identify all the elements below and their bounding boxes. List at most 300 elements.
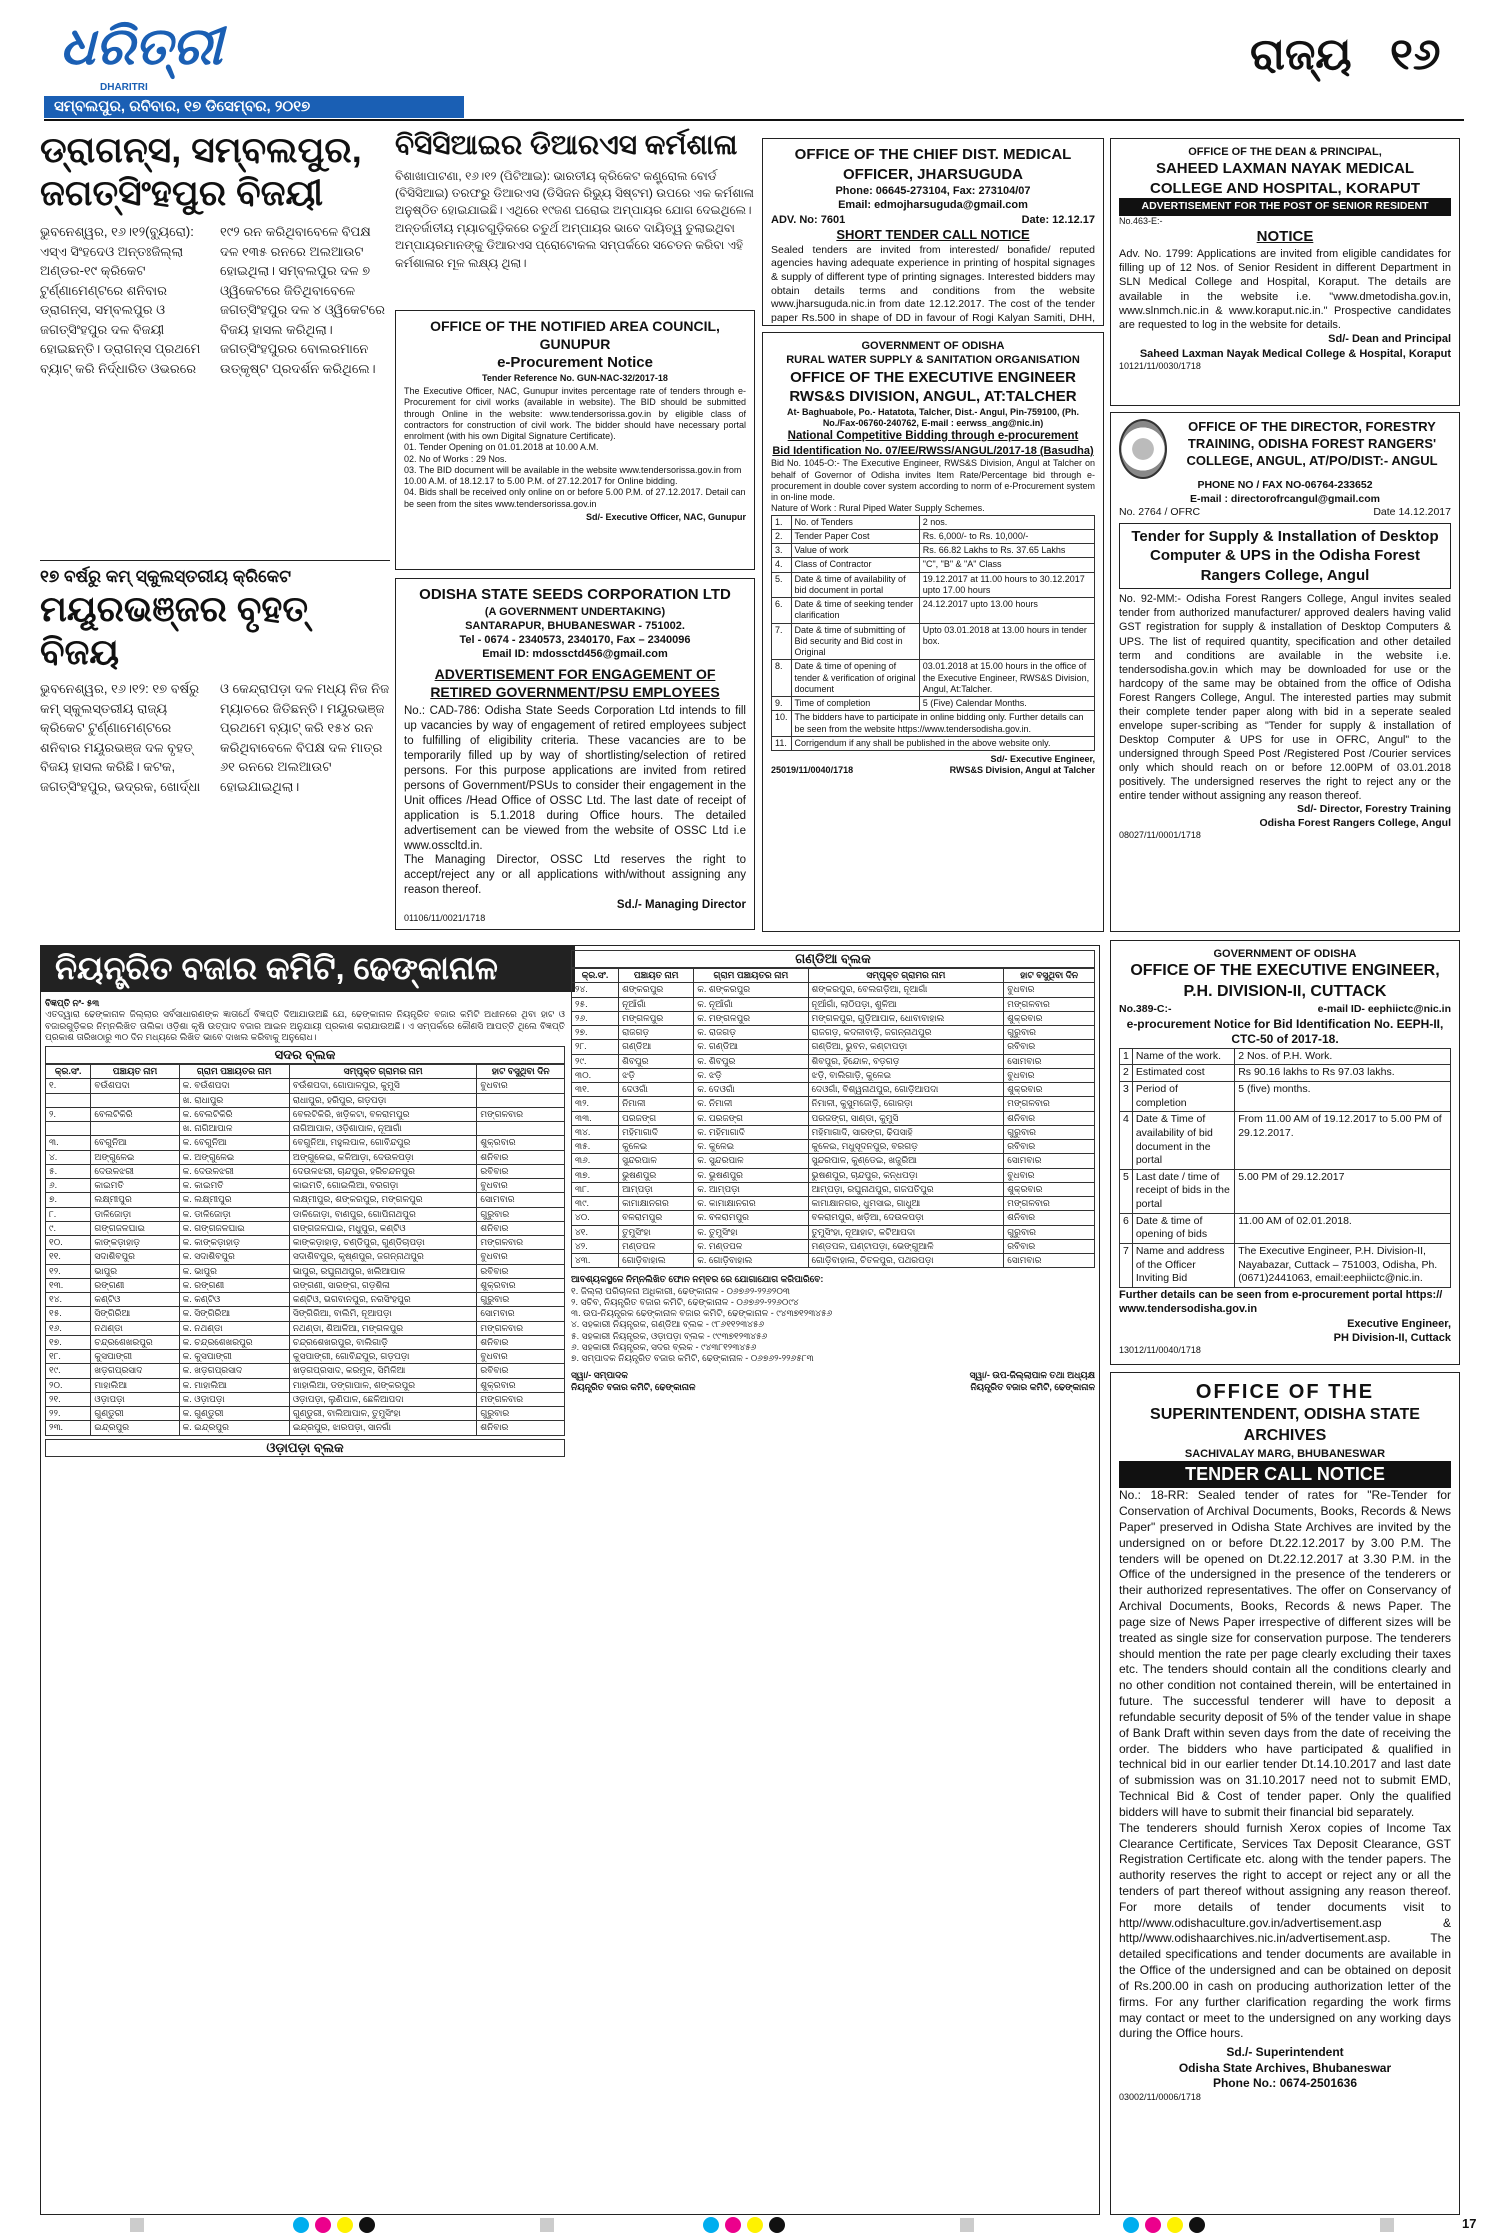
table-cell: ସୋମବାର bbox=[477, 1193, 565, 1207]
ad-slnmch-l2: SAHEED LAXMAN NAYAK MEDICAL COLLEGE AND HOSPITAL, KORAPUT bbox=[1150, 160, 1420, 197]
table-cell: କ. ମହିମାଗାଦି bbox=[694, 1125, 808, 1139]
table-cell: ମଙ୍ଗଳବାର bbox=[1004, 997, 1095, 1011]
table-row bbox=[572, 1211, 1095, 1225]
table-row bbox=[46, 1179, 565, 1193]
table-cell: କ. ବେଲଟିକିରି bbox=[179, 1107, 289, 1121]
table-row bbox=[772, 623, 1095, 660]
table-row bbox=[572, 1239, 1095, 1253]
table-cell-key: Date & time of submitting of Bid security and Bid cost in Original bbox=[791, 623, 919, 660]
ad-archives-sign1: Sd./- Superintendent bbox=[1226, 2045, 1344, 2060]
table-cell-key: No. of Tenders bbox=[791, 515, 919, 529]
table-cell: ଓଡ଼ାପଡ଼ା bbox=[91, 1392, 179, 1406]
table-cell-number: 2 bbox=[1120, 1065, 1133, 1082]
ad-archives-sign2: Odisha State Archives, Bhubaneswar bbox=[1178, 2060, 1392, 2075]
ad-rwss-bid: Bid Identification No. 07/EE/RWSS/ANGUL/2017-18 (Basudha) bbox=[772, 445, 1094, 458]
table-cell-value: The Executive Engineer, P.H. Division-II, Nayabazar, Cuttack – 751003, Odisha, Ph.(0671)2441063, email:eephiictc@nic.in. bbox=[1235, 1244, 1451, 1288]
table-cell-key: Date & Time of availability of bid document in the portal bbox=[1132, 1112, 1234, 1170]
ad-archives-banner: TENDER CALL NOTICE bbox=[1119, 1461, 1451, 1488]
table-cell: କ. ପରଜଙ୍ଗ bbox=[694, 1111, 808, 1125]
ad-rmc-phone: ୬. ସହକାରୀ ନିୟନ୍ତ୍ରକ, ସଦର ବ୍ଲକ - ୯୪୩୮୧୨୩୪୫୬ bbox=[571, 1341, 757, 1352]
table-cell: ୩୨. bbox=[572, 1097, 619, 1111]
table-cell-number: 3. bbox=[772, 544, 792, 558]
ad-ofrc-noline bbox=[1119, 506, 1451, 520]
cyan-swatch bbox=[293, 2217, 309, 2233]
table-header-cell: ଗ୍ରାମ ପଞ୍ଚାୟତର ନାମ bbox=[694, 969, 808, 983]
table-cell bbox=[91, 1093, 179, 1107]
table-cell: ୨୨. bbox=[46, 1407, 91, 1421]
table-cell: ୩୧. bbox=[572, 1083, 619, 1097]
ad-rmc-phone: ୨. ସଚିବ, ନିୟନ୍ତ୍ରିତ ବଜାର କମିଟି, ଢେଙ୍କାନାଳ - ୦୬୭୬୨-୨୨୬୦୯୪ bbox=[571, 1296, 799, 1307]
table-cell: ଗଣ୍ଡିଆ bbox=[619, 1040, 694, 1054]
story-dragons-headline: ଡ୍ରାଗନ୍ସ, ସମ୍ବଲପୁର, ଜଗତ୍‌ସିଂହପୁର ବିଜୟୀ bbox=[40, 129, 362, 214]
table-cell-number: 7 bbox=[1120, 1244, 1133, 1288]
table-cell-key: Estimated cost bbox=[1132, 1065, 1234, 1082]
table-cell: ଗୁଣ୍ଡୁରୀ bbox=[91, 1407, 179, 1421]
ad-phd-no: No.389-C:- bbox=[1119, 1002, 1172, 1015]
table-cell: ରଙ୍ଗଣୀ, ସାରଙ୍ଗ, ଗଡ଼ଶିଳା bbox=[289, 1278, 477, 1292]
table-cell: ଅଙ୍ଗୁଳେଇ, କଳିଆଡ଼ା, ଦେଉଳପଡ଼ା bbox=[289, 1150, 477, 1164]
table-cell: ଭୁଷଣପୁର, ଚାନ୍ଦପୁର, କନ୍ଧପଡ଼ା bbox=[808, 1168, 1004, 1182]
table-cell: ଭାପୁର, ରଘୁନାଥପୁର, ଖଲିଆପାଳ bbox=[289, 1264, 477, 1278]
table-cell: ୩୫. bbox=[572, 1140, 619, 1154]
ad-phd-code: 13012/11/0040/1718 bbox=[1119, 1345, 1201, 1356]
table-cell: ଭାପୁର bbox=[91, 1264, 179, 1278]
ad-rmc-phone: ୩. ଉପ-ନିୟନ୍ତ୍ରକ ଢେଙ୍କାନାଳ ବଜାର କମିଟି, ଢେଙ୍କାନାଳ - ୯୪୩୭୧୨୩୪୫୬ bbox=[571, 1308, 833, 1318]
table-cell: ୧୩. bbox=[46, 1278, 91, 1292]
cyan-swatch bbox=[1123, 2217, 1139, 2233]
table-cell-value: 5.00 PM of 29.12.2017 bbox=[1235, 1169, 1451, 1213]
table-header-cell: ହାଟ ବସୁଥିବା ଦିନ bbox=[477, 1065, 565, 1079]
table-cell: ୨୫. bbox=[572, 997, 619, 1011]
table-row bbox=[572, 1054, 1095, 1068]
table-row bbox=[772, 697, 1095, 711]
table-row bbox=[772, 598, 1095, 624]
table-cell: ୨୧. bbox=[46, 1392, 91, 1406]
table-cell: କ. ରାଜଗଡ଼ bbox=[694, 1026, 808, 1040]
table-cell: ୨୩. bbox=[46, 1421, 91, 1435]
table-cell-key: Date & time of opening of bids bbox=[1132, 1213, 1234, 1243]
table-cell-key: Name of the work. bbox=[1132, 1048, 1234, 1065]
story-bcci-drs bbox=[395, 128, 755, 303]
table-cell: କ. ନଥଣ୍ଡା bbox=[179, 1321, 289, 1335]
crop-mark-block bbox=[1380, 2218, 1394, 2232]
table-cell: କ. ଗୁଣ୍ଡୁରୀ bbox=[179, 1407, 289, 1421]
masthead-rule bbox=[44, 119, 1464, 121]
ad-rwss-nature: Nature of Work : Rural Piped Water Supply Schemes. bbox=[771, 503, 985, 514]
table-cell: ସୋମବାର bbox=[1004, 1054, 1095, 1068]
table-cell: କ. ବେଗୁନିଆ bbox=[179, 1136, 289, 1150]
table-row bbox=[46, 1307, 565, 1321]
table-row bbox=[46, 1079, 565, 1093]
ad-rwss-sign2: RWS&S Division, Angul at Talcher bbox=[949, 765, 1095, 776]
table-row bbox=[772, 660, 1095, 697]
table-cell: ରବିବାର bbox=[477, 1164, 565, 1178]
table-row bbox=[572, 1197, 1095, 1211]
table-cell: ବଉଁଶପଦା, ଗୋପାଳପୁର, କୁମୁସି bbox=[289, 1079, 477, 1093]
table-row bbox=[46, 1250, 565, 1264]
ad-rwss-l4: RWS&S DIVISION, ANGUL, AT:TALCHER bbox=[789, 388, 1077, 406]
table-cell: ୩୯. bbox=[572, 1197, 619, 1211]
table-row bbox=[572, 997, 1095, 1011]
table-cell: ଆମ୍ପଡ଼ା, ରଘୁନାଥପୁର, ଗଜପତିପୁର bbox=[808, 1182, 1004, 1196]
table-cell: ବୁଧବାର bbox=[477, 1079, 565, 1093]
registration-marks bbox=[1120, 2217, 1210, 2235]
table-cell: ସୁନ୍ଦରପାଳ bbox=[619, 1154, 694, 1168]
table-row bbox=[46, 1392, 565, 1406]
table-cell: ୪୩. bbox=[572, 1254, 619, 1268]
table-cell-key: The bidders have to participate in online bidding only. Further details can be seen from the website https://www.tendersodisha.gov.in. bbox=[791, 711, 1094, 737]
table-cell: ବେଲଟିକିରି, ଖଡ଼ିକଟା, ବଳରାମପୁର bbox=[289, 1107, 477, 1121]
table-cell: ସୋମବାର bbox=[1004, 1154, 1095, 1168]
table-cell: ମହିମାଗାଦି bbox=[619, 1125, 694, 1139]
ad-ofrc-date: Date 14.12.2017 bbox=[1373, 506, 1451, 519]
table-cell-value: From 11.00 AM of 19.12.2017 to 5.00 PM of 29.12.2017. bbox=[1235, 1112, 1451, 1170]
table-cell: କୁସପାଙ୍ଗୀ, ଗୋବିନ୍ଦପୁର, ଗଡ଼ପଡ଼ା bbox=[289, 1350, 477, 1364]
table-cell: ମଙ୍ଗଳବାର bbox=[477, 1321, 565, 1335]
table-row bbox=[46, 1164, 565, 1178]
table-row bbox=[46, 1193, 565, 1207]
ad-rmc-sign-right bbox=[970, 1370, 1095, 1393]
table-cell: ଶିବପୁର bbox=[619, 1054, 694, 1068]
table-cell: କାମାକ୍ଷାନଗର, ଧୁମସାଇ, ଗାଧୁଆ bbox=[808, 1197, 1004, 1211]
table-cell: କ. କାଇମତି bbox=[179, 1179, 289, 1193]
ad-rmc-sign-left bbox=[571, 1370, 696, 1393]
table-row bbox=[572, 1040, 1095, 1054]
table-cell: ଓଡ଼ାପଡ଼ା, ଲୁଣିପାଳ, ଛେଳିଆପଦା bbox=[289, 1392, 477, 1406]
table-cell: ୪୧. bbox=[572, 1225, 619, 1239]
ad-slnmch-headline: NOTICE bbox=[1256, 228, 1314, 246]
ad-rwss-l2: RURAL WATER SUPPLY & SANITATION ORGANISATION bbox=[786, 354, 1080, 367]
table-cell: ବୁଧବାର bbox=[477, 1179, 565, 1193]
table-cell: ୧୯. bbox=[46, 1364, 91, 1378]
table-header-cell: କ୍ର.ସଂ. bbox=[572, 969, 619, 983]
ad-ofrc-email: E-mail : directorofrcangul@gmail.com bbox=[1190, 492, 1380, 505]
table-cell-value: Rs. 6,000/- to Rs. 10,000/- bbox=[919, 529, 1094, 543]
table-cell: ଶୁକ୍ରବାର bbox=[1004, 1083, 1095, 1097]
table-cell-key: Date & time of availability of bid document in portal bbox=[791, 572, 919, 598]
ad-osscl-sub2: SANTARAPUR, BHUBANESWAR - 751002. bbox=[465, 619, 685, 632]
table-cell-number: 5. bbox=[772, 572, 792, 598]
ad-rmc-sign-right-1: ସ୍ୱା/- ଉପ-ଜିଲ୍ଲାପାଳ ତଥା ଅଧ୍ୟକ୍ଷ bbox=[969, 1370, 1095, 1381]
ad-rwss-table bbox=[771, 515, 1095, 752]
table-cell: କାଇମତି bbox=[91, 1179, 179, 1193]
story-bcci-headline: ବିସିସିଆଇର ଡିଆରଏସ କର୍ମଶାଳା bbox=[395, 129, 738, 160]
table-cell: ବୁଧବାର bbox=[477, 1350, 565, 1364]
table-cell: ଗୋଡ଼ିବାହାଲ bbox=[619, 1254, 694, 1268]
table-cell: ଦେଉଳଝରୀ bbox=[91, 1164, 179, 1178]
table-cell: ଶନିବାର bbox=[477, 1335, 565, 1349]
ad-rwss-sign1: Sd/- Executive Engineer, bbox=[990, 754, 1095, 765]
table-cell bbox=[477, 1122, 565, 1136]
table-cell: ଝଡ଼ି, ବାଲିଗାଡ଼ି, କୁଳେଇ bbox=[808, 1068, 1004, 1082]
table-header-cell: ଗ୍ରାମ ପଞ୍ଚାୟତର ନାମ bbox=[179, 1065, 289, 1079]
table-row bbox=[46, 1136, 565, 1150]
table-cell-key: Name and address of the Officer Inviting Bid bbox=[1132, 1244, 1234, 1288]
table-cell: ମଣ୍ଡପଳ, ଘଣ୍ଟାପଡ଼ା, ଭେଙ୍ଗୁଆଳି bbox=[808, 1239, 1004, 1253]
table-cell: କ. ଭାପୁର bbox=[179, 1264, 289, 1278]
table-cell: କ. ଡାଳିଜୋଡ଼ା bbox=[179, 1207, 289, 1221]
table-cell: ରବିବାର bbox=[1004, 1239, 1095, 1253]
table-cell: ସୋମବାର bbox=[477, 1307, 565, 1321]
table-cell: କ. ନୂଆଁଗାଁ bbox=[694, 997, 808, 1011]
table-cell: ସୋମବାର bbox=[1004, 1254, 1095, 1268]
table-row bbox=[772, 558, 1095, 572]
ad-gunupur-item: 02. No of Works : 29 Nos. bbox=[404, 453, 507, 464]
ad-phd-email: e-mail ID- eephiictc@nic.in bbox=[1317, 1002, 1451, 1015]
table-row bbox=[572, 1140, 1095, 1154]
table-cell: ବଉଁଶପଦା bbox=[91, 1079, 179, 1093]
table-row bbox=[572, 983, 1095, 997]
table-cell: ୫. bbox=[46, 1164, 91, 1178]
ad-gunupur-subtitle: e-Procurement Notice bbox=[497, 354, 653, 372]
ad-phd-further: Further details can be seen from e-procurement portal https:// www.tendersodisha.gov.in bbox=[1119, 1288, 1443, 1316]
ad-archives-body2: The tenderers should furnish Xerox copies of Income Tax Clearance Certificate, Services Tax Deposit Clearance, GST Registration Certificate etc. along with the tender papers. The authority reserves the right to accept or reject any or all the tenders of part thereof without assigning any reason thereof. For more details of tender documents visit to http//www.odishaculture.gov.in/advertisement.asp & http//www.odishaarchives.nic.in/advertisement.asp. The detailed specifications and tender documents are available in the Office of the undersigned and can be obtained on deposit of Rs.200.00 in cash on producing authorization letter of the firms. For any further clarification regarding the work firms may contact or meet to the undersigned on any working days during the Office hours. bbox=[1119, 1820, 1451, 2041]
table-cell: କ. ଇନ୍ଦ୍ରପୁର bbox=[179, 1421, 289, 1435]
table-cell: କ. ରଙ୍ଗଣୀ bbox=[179, 1278, 289, 1292]
table-cell: କାଇମତି, ଗୋଇଲିଆ, ବରଗଡ଼ା bbox=[289, 1179, 477, 1193]
ad-rwss-l1: GOVERNMENT OF ODISHA bbox=[861, 340, 1005, 352]
table-cell: ୨୪. bbox=[572, 983, 619, 997]
ad-phd-cuttack bbox=[1110, 940, 1460, 1365]
table-cell: ୧୬. bbox=[46, 1321, 91, 1335]
table-cell: ୨୬. bbox=[572, 1011, 619, 1025]
table-cell: ୯. bbox=[46, 1221, 91, 1235]
ad-rmc-section-gondia: ଗଣ୍ଡିଆ ବ୍ଲକ bbox=[571, 950, 1095, 968]
table-cell-key: Class of Contractor bbox=[791, 558, 919, 572]
table-cell: କ. ସୁନ୍ଦରପାଳ bbox=[694, 1154, 808, 1168]
ad-cdmo-jharsuguda bbox=[762, 138, 1104, 326]
table-cell: ମଙ୍ଗଳପୁର, ଗୁଡ଼ିଆପାଳ, ଧୋବାବାହାଲ bbox=[808, 1011, 1004, 1025]
table-cell: ଶଙ୍କରପୁର bbox=[619, 983, 694, 997]
ad-rmc-phone: ୫. ସହକାରୀ ନିୟନ୍ତ୍ରକ, ଓଡ଼ାପଡ଼ା ବ୍ଲକ - ୯୯୩୭୧୨୩୪୫୬ bbox=[571, 1330, 768, 1341]
table-cell: କ. ବଉଁଶପଦା bbox=[179, 1079, 289, 1093]
table-cell: କ. ଗୋଡ଼ିବାହାଲ bbox=[694, 1254, 808, 1268]
table-row bbox=[772, 515, 1095, 529]
story-dragons bbox=[40, 128, 390, 558]
ad-gunupur-body: The Executive Officer, NAC, Gunupur invites percentage rate of tenders through e-Procurement for civil works (available in website). The BID should be submitted through Online in the website: www.tendersorissa.gov.in by eligible class of contractors for construction of civil work. The bidder should have necessary portal enrolment (with his own Digital Signature Certificate). bbox=[404, 386, 746, 442]
table-cell: କ. କୁଳେଇ bbox=[694, 1140, 808, 1154]
ad-osscl-sub3: Tel - 0674 - 2340573, 2340170, Fax – 2340096 bbox=[459, 634, 691, 647]
table-cell: ୨୮. bbox=[572, 1040, 619, 1054]
table-cell: ୧୮. bbox=[46, 1350, 91, 1364]
table-cell: କ. ଭୁଷଣପୁର bbox=[694, 1168, 808, 1182]
table-cell: ଇନ୍ଦ୍ରପୁର, ଝାରପଡ଼ା, ସାନଗାଁ bbox=[289, 1421, 477, 1435]
table-cell: କାମାକ୍ଷାନଗର bbox=[619, 1197, 694, 1211]
table-cell: କୁଳେଇ, ମଧୁସୂଦନପୁର, ବରଗଡ଼ bbox=[808, 1140, 1004, 1154]
table-row bbox=[46, 1207, 565, 1221]
table-cell: କ. ଅଙ୍ଗୁଳେଇ bbox=[179, 1150, 289, 1164]
ad-cdmo-title: OFFICE OF THE CHIEF DIST. MEDICAL OFFICER, JHARSUGUDA bbox=[794, 146, 1072, 183]
table-cell: ମଣ୍ଡପଳ bbox=[619, 1239, 694, 1253]
table-cell: ଖଡ଼ଗପ୍ରସାଦ, କରମୁଳ, ସିମିଳିଆ bbox=[289, 1364, 477, 1378]
ad-ofrc-header bbox=[1119, 419, 1451, 479]
ad-rwss-footer bbox=[771, 765, 1095, 777]
table-cell: ଶୁକ୍ରବାର bbox=[1004, 1011, 1095, 1025]
black-swatch bbox=[769, 2217, 785, 2233]
ad-cdmo-headline: SHORT TENDER CALL NOTICE bbox=[836, 226, 1030, 242]
table-cell-number: 1 bbox=[1120, 1048, 1133, 1065]
table-cell: ୧୭. bbox=[46, 1335, 91, 1349]
ad-archives-body1: No.: 18-RR: Sealed tender of rates for "Re-Tender for Conservation of Archival Documents, Books, Records & News Paper" preserved in Odisha State Archives are invited by the undersigned on or before Dt.22.12.2017 by 3.00 P.M. The tenders will be opened on Dt.22.12.2017 at 3.30 P.M. in the Office of the undersigned in the presence of the tenderers or their authorized representatives. The offer on Conservancy of Archival Documents, Books, Records & news Paper. The page size of News Paper irrespective of different sizes will be treated as single size for conservation purpose. The tenderers should mention the rate per page clearly excluding their taxes etc. The tenders should contain all the conditions clearly and no other condition not contained therein, will be entertained in future. The successful tenderer will have to deposit a refundable security deposit of 5% of the tender value in shape of Bank Draft within seven days from the date of receiving the order. The bidders who have participated & qualified in technical bid in our earlier tender Dt.14.10.2017 and last date of submission was on 31.10.2017 need not to submit EMD, Technical Bid & Cost of tender paper. Only the qualified bidders will have to submit their financial bid separately. bbox=[1119, 1488, 1451, 1819]
table-cell: ମାହାଲିଆ, ଡଙ୍ଗାପାଳ, ଶଙ୍କରପୁର bbox=[289, 1378, 477, 1392]
table-row bbox=[1120, 1065, 1451, 1082]
table-cell: ଡାଳିଜୋଡ଼ା bbox=[91, 1207, 179, 1221]
table-cell: ନଥଣ୍ଡା, ଶିଆଳିଆ, ମଙ୍ଗଳପୁର bbox=[289, 1321, 477, 1335]
table-row bbox=[572, 1011, 1095, 1025]
story-dragons-body: ଭୁବନେଶ୍ୱର, ୧୬।୧୨(ବ୍ୟୁରୋ): ଏସ୍‌ଏ ସିଂହଦେଓ ଅନ୍ତଃଜିଲ୍ଲା ଅଣ୍ଡର-୧୯ କ୍ରିକେଟ ଟୁର୍ଣ୍ଣାମେଣ୍ଟରେ ଶନିବାର ଡ୍ରାଗନ୍ସ, ସମ୍ବଲପୁର ଓ ଜଗତ୍‌ସିଂହପୁର ଦଳ ବିଜୟୀ ହୋଇଛନ୍ତି। ଡ୍ରାଗନ୍ସ ପ୍ରଥମେ ବ୍ୟାଟ୍ କରି ନିର୍ଦ୍ଧାରିତ ଓଭରରେ ୧୯୨ ରନ କରିଥିବାବେଳେ ବିପକ୍ଷ ଦଳ ୧୩୫ ରନରେ ଅଲଆଉଟ ହୋଇଥିଲା। ସମ୍ବଲପୁର ଦଳ ୭ ଓ୍ୱିକେଟରେ ଜିତିଥିବାବେଳେ ଜଗତ୍‌ସିଂହପୁର ଦଳ ୪ ଓ୍ୱିକେଟରେ ବିଜୟ ହାସଲ କରିଥିଲା। ଜଗତ୍‌ସିଂହପୁରର ବୋଲରମାନେ ଉତ୍କୃଷ୍ଟ ପ୍ରଦର୍ଶନ କରିଥିଲେ। bbox=[40, 224, 385, 376]
ad-ofrc-headline: Tender for Supply & Installation of Desktop Computer & UPS in the Odisha Forest Rangers College, Angul bbox=[1119, 523, 1451, 590]
yellow-swatch bbox=[747, 2217, 763, 2233]
ad-gunupur-ref: Tender Reference No. GUN-NAC-32/2017-18 bbox=[482, 372, 668, 383]
ad-rmc-section-sadar: ସଦର ବ୍ଲକ bbox=[45, 1046, 565, 1064]
table-row bbox=[1120, 1244, 1451, 1288]
ad-rmc-intro: ଏତଦ୍ୱାରା ଢେଙ୍କାନାଳ ଜିଲ୍ଲାର ସର୍ବସାଧାରଣଙ୍କ ଜ୍ଞାତାର୍ଥେ ବିଜ୍ଞପ୍ତି ଦିଆଯାଉଅଛି ଯେ, ଢେଙ୍କାନାଳ ନିୟନ୍ତ୍ରିତ ବଜାର କମିଟି ଅଧୀନରେ ଥିବା ହାଟ ଓ ବଜାରଗୁଡ଼ିକର ନିମ୍ନଲିଖିତ ତାଲିକା ଓଡ଼ିଶା କୃଷି ଉତ୍ପାଦ ବଜାର ଆଇନ ଅନୁଯାୟୀ ପ୍ରକାଶ କରାଯାଉଅଛି। ଏ ସମ୍ପର୍କରେ କୌଣସି ଆପତ୍ତି ଥିଲେ ବିଜ୍ଞପ୍ତି ପ୍ରକାଶ ତାରିଖଠାରୁ ୩୦ ଦିନ ମଧ୍ୟରେ ଲିଖିତ ଭାବେ ଦାଖଲ କରିବାକୁ ଅନୁରୋଧ। bbox=[45, 1009, 565, 1042]
table-cell-key: Corrigendum if any shall be published in the above website only. bbox=[791, 736, 1094, 750]
ad-ofrc-l1: OFFICE OF THE DIRECTOR, FORESTRY TRAINING, ODISHA FOREST RANGERS' COLLEGE, ANGUL, AT/PO/DIST:- ANGUL bbox=[1186, 419, 1438, 468]
ad-rmc-table-right bbox=[571, 968, 1095, 1268]
table-row bbox=[572, 1097, 1095, 1111]
crop-mark-block bbox=[130, 2218, 144, 2232]
ad-slnmch-sign1: Sd/- Dean and Principal bbox=[1328, 333, 1451, 346]
ad-osscl-sub4: Email ID: mdossctd456@gmail.com bbox=[482, 648, 668, 661]
table-cell-number: 8. bbox=[772, 660, 792, 697]
table-cell: ମଙ୍ଗଳବାର bbox=[477, 1392, 565, 1406]
table-row bbox=[46, 1364, 565, 1378]
table-cell: କୁସପାଙ୍ଗୀ bbox=[91, 1350, 179, 1364]
table-header-cell: ପଞ୍ଚାୟତ ନାମ bbox=[91, 1065, 179, 1079]
table-cell-value: 2 nos. bbox=[919, 515, 1094, 529]
table-cell: ବୁଧବାର bbox=[1004, 1168, 1095, 1182]
table-cell: କ. କାମାକ୍ଷାନଗର bbox=[694, 1197, 808, 1211]
table-cell: ଗୁରୁବାର bbox=[1004, 1125, 1095, 1139]
table-cell: ଦେଓଗାଁ, ବିଶ୍ୱନାଥପୁର, ଗୋଡ଼ିଆପଦା bbox=[808, 1083, 1004, 1097]
table-cell: ଖଡ଼ଗପ୍ରସାଦ bbox=[91, 1364, 179, 1378]
black-swatch bbox=[359, 2217, 375, 2233]
ad-osscl-title: ODISHA STATE SEEDS CORPORATION LTD bbox=[419, 586, 731, 603]
table-cell: ନୂଆଁଗାଁ bbox=[619, 997, 694, 1011]
ad-ofrc-sign1: Sd/- Director, Forestry Training bbox=[1296, 802, 1451, 815]
table-cell: ବଳରାମପୁର, ଖଡ଼ିଆ, ଦେଉଳପଡ଼ା bbox=[808, 1211, 1004, 1225]
table-row bbox=[46, 1321, 565, 1335]
table-row bbox=[1120, 1213, 1451, 1243]
story-bcci-body: ବିଶାଖାପାଟଣା, ୧୬।୧୨ (ପିଟିଆଇ): ଭାରତୀୟ କ୍ରିକେଟ କଣ୍ଟ୍ରୋଲ ବୋର୍ଡ (ବିସିସିଆଇ) ତରଫରୁ ଡିଆରଏସ (ଡିସିଜନ ରିଭ୍ୟୁ ସିଷ୍ଟମ) ଉପରେ ଏକ କର୍ମଶାଳା ଅନୁଷ୍ଠିତ ହୋଇଯାଇଛି। ଏଥିରେ ୧୯ଜଣ ଘରୋଇ ଅମ୍ପାୟର ଯୋଗ ଦେଇଥିଲେ। ଅନ୍ତର୍ଜାତୀୟ ମ୍ୟାଚଗୁଡ଼ିକରେ ଚତୁର୍ଥ ଅମ୍ପାୟର ଭାବେ ଦାୟିତ୍ୱ ତୁଲାଇଥିବା ଅମ୍ପାୟରମାନଙ୍କୁ ଡିଆରଏସ ପ୍ରୋଟୋକଲ ସମ୍ପର୍କରେ ସଚେତନ କରିବା ଏହି କର୍ମଶାଳାର ମୂଳ ଲକ୍ଷ୍ୟ ଥିଲା। bbox=[395, 168, 754, 270]
table-cell: ଲକ୍ଷ୍ମୀପୁର bbox=[91, 1193, 179, 1207]
table-cell: ଗୁରୁବାର bbox=[477, 1207, 565, 1221]
crop-mark-block bbox=[540, 2218, 554, 2232]
table-cell: ଲକ୍ଷ୍ମୀପୁର, ଶଙ୍କରପୁର, ମଙ୍ଗଳପୁର bbox=[289, 1193, 477, 1207]
table-header-row bbox=[572, 969, 1095, 983]
cyan-swatch bbox=[703, 2217, 719, 2233]
table-cell: ଶନିବାର bbox=[1004, 1111, 1095, 1125]
table-header-row bbox=[46, 1065, 565, 1079]
table-cell: ଭୁଷଣପୁର bbox=[619, 1168, 694, 1182]
table-cell: ବୁଧବାର bbox=[1004, 1068, 1095, 1082]
ad-archives-l3: SACHIVALAY MARG, BHUBANESWAR bbox=[1184, 1447, 1386, 1460]
table-cell-value: Rs. 66.82 Lakhs to Rs. 37.65 Lakhs bbox=[919, 544, 1094, 558]
magenta-swatch bbox=[725, 2217, 741, 2233]
table-row bbox=[46, 1150, 565, 1164]
table-cell: ଗୋଡ଼ିବାହାଲ, ଚିତଳପୁର, ପଥରପଡ଼ା bbox=[808, 1254, 1004, 1268]
registration-marks bbox=[700, 2217, 790, 2235]
table-cell: ଶନିବାର bbox=[1004, 1211, 1095, 1225]
table-cell: ନୂଆଁଗାଁ, ଲାଠିପଡ଼ା, ଶୁଳିଆ bbox=[808, 997, 1004, 1011]
footer bbox=[0, 2216, 1500, 2235]
table-cell bbox=[46, 1122, 91, 1136]
table-cell: ୬. bbox=[46, 1179, 91, 1193]
table-row bbox=[46, 1335, 565, 1349]
masthead-section: ରାଜ୍ୟ bbox=[1250, 30, 1352, 79]
ad-state-archives bbox=[1110, 1372, 1460, 2215]
table-row bbox=[772, 572, 1095, 598]
table-cell: ୩୩. bbox=[572, 1111, 619, 1125]
table-header-cell: କ୍ର.ସଂ. bbox=[46, 1065, 91, 1079]
ad-slnmch-body: Adv. No. 1799: Applications are invited from eligible candidates for filling up of 12 Nos. of Senior Resident in different Department in SLN Medical College and Hospital, Koraput. The details are available in the website i.e. "www.dmetodisha.gov.in, www.slnmch.nic.in & www.koraput.nic.in." Prospective candidates are requested to log in the website for details. bbox=[1119, 247, 1451, 332]
table-cell: ମାହାଲିଆ bbox=[91, 1378, 179, 1392]
story-mayurbhanj-body: ଭୁବନେଶ୍ୱର, ୧୬।୧୨: ୧୭ ବର୍ଷରୁ କମ୍ ସ୍କୁଲସ୍ତରୀୟ ରାଜ୍ୟ କ୍ରିକେଟ ଟୁର୍ଣ୍ଣାମେଣ୍ଟରେ ଶନିବାର ମୟୂରଭଞ୍ଜ ଦଳ ବୃହତ୍ ବିଜୟ ହାସଲ କରିଛି। କଟକ, ଜଗତ୍‌ସିଂହପୁର, ଭଦ୍ରକ, ଖୋର୍ଦ୍ଧା ଓ କେନ୍ଦ୍ରାପଡ଼ା ଦଳ ମଧ୍ୟ ନିଜ ନିଜ ମ୍ୟାଚରେ ଜିତିଛନ୍ତି। ମୟୂରଭଞ୍ଜ ପ୍ରଥମେ ବ୍ୟାଟ୍ କରି ୧୫୪ ରନ କରିଥିବାବେଳେ ବିପକ୍ଷ ଦଳ ମାତ୍ର ୬୧ ରନରେ ଅଲଆଉଟ ହୋଇଯାଇଥିଲା। bbox=[40, 681, 390, 794]
table-cell-key: Last date / time of receipt of bids in the portal bbox=[1132, 1169, 1234, 1213]
table-cell-number: 4 bbox=[1120, 1112, 1133, 1170]
table-row bbox=[572, 1083, 1095, 1097]
table-row bbox=[46, 1093, 565, 1107]
table-cell: ବେଲଟିକିରି bbox=[91, 1107, 179, 1121]
table-row bbox=[46, 1421, 565, 1435]
story-mayurbhanj-headline: ମୟୂରଭଞ୍ଜର ବୃହତ୍ ବିଜୟ bbox=[40, 588, 309, 673]
table-cell: ରାଜଗଡ଼ bbox=[619, 1026, 694, 1040]
table-cell: ମଙ୍ଗଳବାର bbox=[1004, 1197, 1095, 1211]
ad-osscl-body1: No.: CAD-786: Odisha State Seeds Corporation Ltd intends to fill up vacancies by way of engagement of retired employees subject to fulfilling of eligibility criteria. These vacancies are to be temporarily filled up by way of shortlisting/selection of retired persons. For this purpose applications are invited from retired persons of Government/PSUs to consider their engagement in the Unit offices /Head Office of OSSC Ltd. The last date of receipt of application is 5.1.2018 during Office hours. The detailed advertisement can be viewed from the website of OSSC Ltd i.e www.osscltd.in. bbox=[404, 705, 746, 852]
table-cell-key: Time of completion bbox=[791, 697, 919, 711]
ad-ofrc-sign2: Odisha Forest Rangers College, Angul bbox=[1259, 816, 1451, 829]
table-row bbox=[772, 736, 1095, 750]
table-cell-number: 6. bbox=[772, 598, 792, 624]
table-cell-key: Date & time of opening of tender & verification of original document bbox=[791, 660, 919, 697]
ad-phd-noline bbox=[1119, 1003, 1451, 1017]
ad-rmc-sign-left-1: ସ୍ୱା/- ସମ୍ପାଦକ bbox=[571, 1370, 628, 1381]
ad-cdmo-email: Email: edmojharsuguda@gmail.com bbox=[838, 199, 1028, 212]
table-cell: ଗଙ୍ଗଜଳଘାଇ bbox=[91, 1221, 179, 1235]
footer-folio: 17 bbox=[1462, 2216, 1477, 2231]
table-cell: ଡାଳିଜୋଡ଼ା, ବାଣପୁର, ଗୋପିନାଥପୁର bbox=[289, 1207, 477, 1221]
table-cell: ଖ. ନାଗିଆପାଳ bbox=[179, 1122, 289, 1136]
table-cell: ସିଙ୍ଗିରିଆ bbox=[91, 1307, 179, 1321]
ad-osscl-body2: The Managing Director, OSSC Ltd reserves the right to accept/reject any or all applications with/without assigning any reason thereof. bbox=[404, 854, 746, 897]
ad-archives-l1: OFFICE OF THE bbox=[1195, 1381, 1375, 1403]
table-cell: କଣ୍ଟିଓ, ଭଗବାନପୁର, ନରସିଂହପୁର bbox=[289, 1293, 477, 1307]
table-cell-number: 7. bbox=[772, 623, 792, 660]
table-cell: ୩୮. bbox=[572, 1182, 619, 1196]
ad-rmc-phone: ୧. ଜିଲ୍ଲା ପରିଚାଳନା ଅଧିକାରୀ, ଢେଙ୍କାନାଳ - ୦୬୭୬୨-୨୨୬୨୦୩ bbox=[571, 1285, 790, 1296]
ad-phd-sign2: PH Division-II, Cuttack bbox=[1333, 1331, 1451, 1344]
table-cell: କ. ଚନ୍ଦ୍ରଶେଖରପୁର bbox=[179, 1335, 289, 1349]
table-cell: ୧୫. bbox=[46, 1307, 91, 1321]
ad-cdmo-body: Sealed tenders are invited from interested/ bonafide/ reputed agencies having adequate experience in printing of hospital signages & supply of different type of printing signages. Interested bidders may obtain details terms and conditions from the website www.jharsuguda.nic.in from date 12.12.2017. The cost of the tender paper Rs.500 in shape of DD in favour of Rogi Kalyan Samiti, DHH, bbox=[771, 243, 1095, 324]
table-cell: ୩୦. bbox=[572, 1068, 619, 1082]
ad-rmc-title: ନିୟନ୍ତ୍ରିତ ବଜାର କମିଟି, ଢେଙ୍କାନାଳ bbox=[41, 946, 575, 992]
table-cell: କ. ଶଙ୍କରପୁର bbox=[694, 983, 808, 997]
table-cell: ଗୁରୁବାର bbox=[1004, 1026, 1095, 1040]
table-cell-number: 11. bbox=[772, 736, 792, 750]
table-cell: ଶନିବାର bbox=[477, 1150, 565, 1164]
table-row bbox=[572, 1111, 1095, 1125]
table-cell: ୨୭. bbox=[572, 1026, 619, 1040]
table-row bbox=[1120, 1082, 1451, 1112]
table-cell: କ. ଓଡ଼ାପଡ଼ା bbox=[179, 1392, 289, 1406]
ad-osscl-sign: Sd./- Managing Director bbox=[616, 899, 746, 912]
table-row bbox=[46, 1264, 565, 1278]
table-cell bbox=[46, 1093, 91, 1107]
ad-rmc-sign-right-2: ନିୟନ୍ତ୍ରିତ ବଜାର କମିଟି, ଢେଙ୍କାନାଳ bbox=[970, 1381, 1095, 1392]
ad-phd-l2: OFFICE OF THE EXECUTIVE ENGINEER, P.H. DIVISION-II, CUTTACK bbox=[1130, 962, 1440, 1001]
